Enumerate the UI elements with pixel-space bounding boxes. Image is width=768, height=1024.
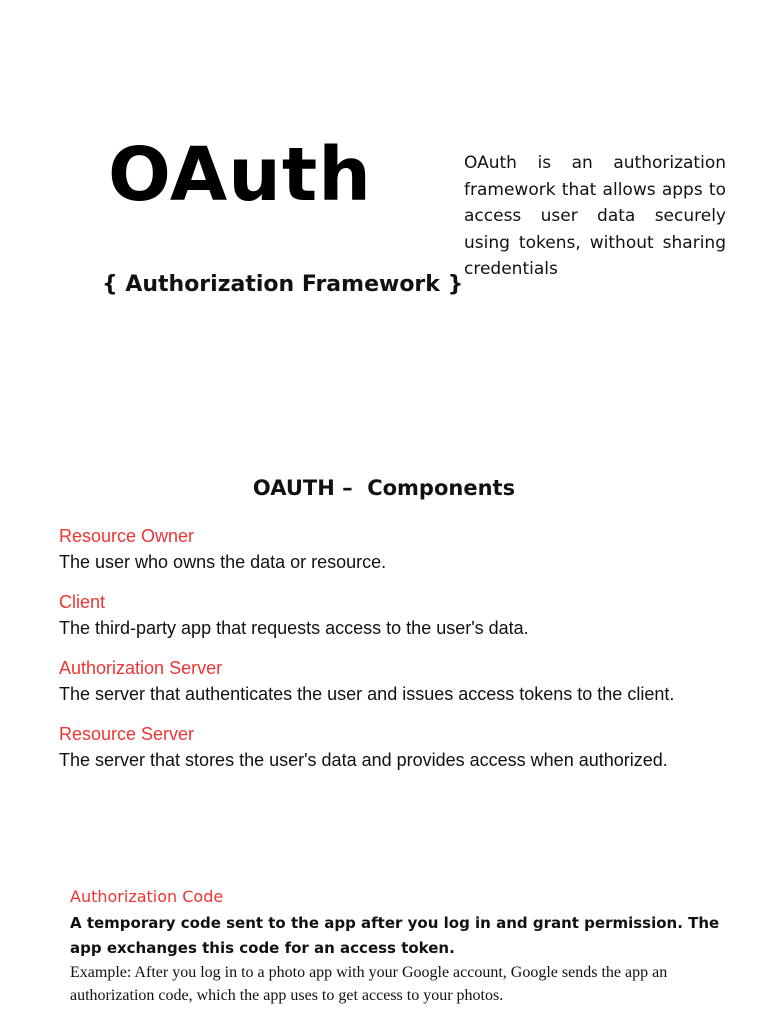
component-name: Resource Owner [59,526,195,546]
authorization-code-section [70,886,720,1007]
authorization-code-title: Authorization Code [70,887,224,906]
component-description: The user who owns the data or resource. [59,552,387,572]
components-list [59,526,739,790]
component-description: The server that stores the user's data and provides access when authorized. [59,750,668,770]
component-description: The third-party app that requests access to the user's data. [59,618,529,638]
component-description: The server that authenticates the user and issues access tokens to the client. [59,684,675,704]
intro-paragraph: OAuth is an authorization framework that allows apps to access user data securely using tokens, without sharing credentials [464,153,726,279]
component-name: Resource Server [59,724,195,744]
authorization-code-example: Example: After you log in to a photo app with your Google account, Google sends the app an authorization code, which the app uses to get access to your photos. [70,964,668,1004]
page-subtitle: { Authorization Framework } [102,272,464,297]
authorization-code-definition: A temporary code sent to the app after you log in and grant permission. The app exchanges this code for an access token. [70,914,720,957]
components-heading: OAUTH – Components [252,476,516,500]
component-name: Authorization Server [59,658,223,678]
page-title: OAuth [108,132,372,218]
component-resource-owner [59,526,739,573]
component-resource-server [59,724,739,771]
component-authorization-server [59,658,739,705]
component-name: Client [59,592,106,612]
component-client [59,592,739,639]
